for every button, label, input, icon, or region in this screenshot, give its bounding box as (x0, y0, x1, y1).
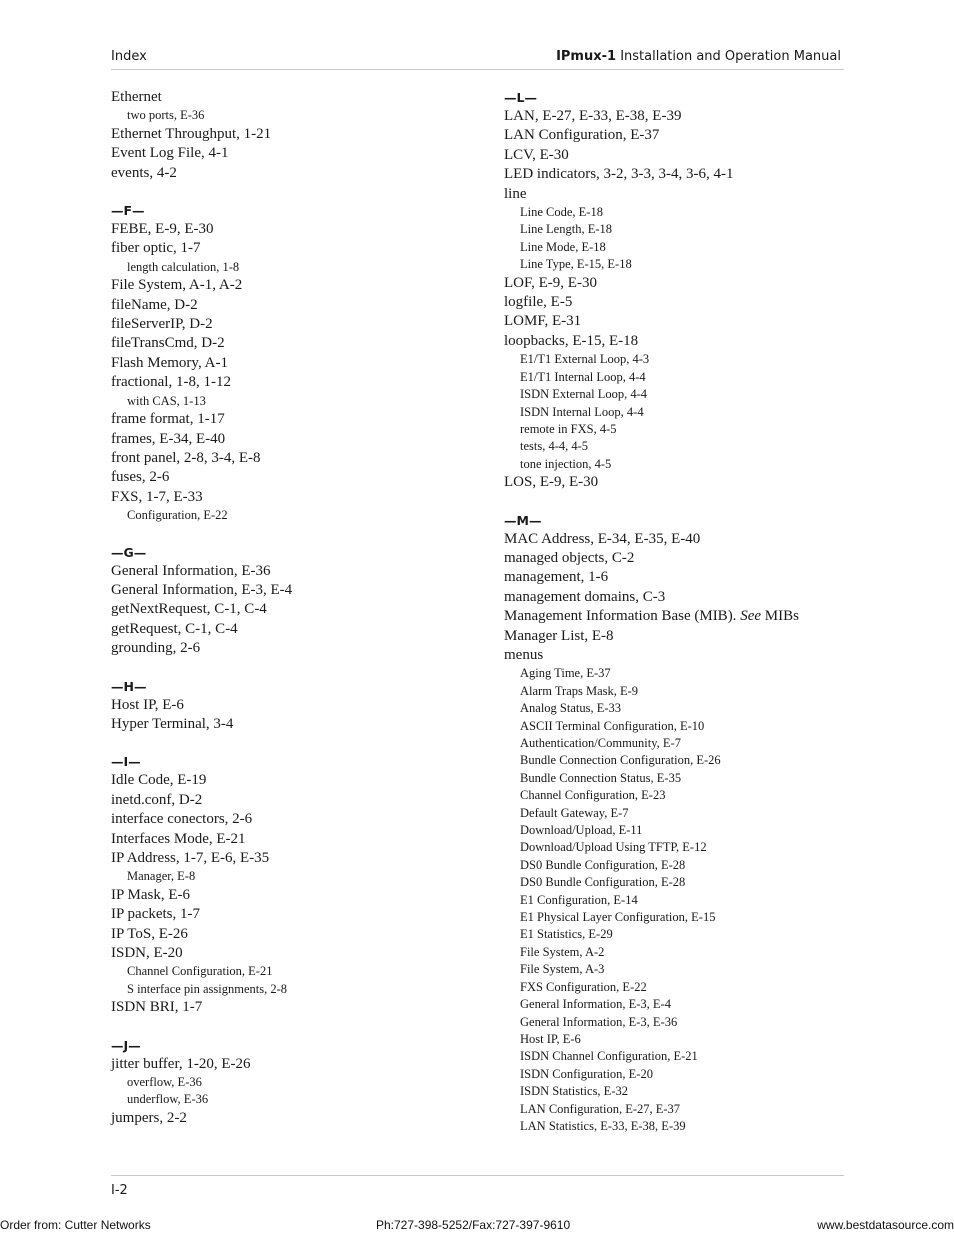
manual-product-name: IPmux-1 (556, 49, 617, 64)
index-subentry: Line Mode, E-18 (520, 239, 606, 254)
index-entry: loopbacks, E-15, E-18 (504, 332, 639, 349)
index-entry: jumpers, 2-2 (111, 1109, 187, 1126)
index-entry-text: Management Information Base (MIB). (504, 608, 741, 625)
index-entry: Event Log File, 4-1 (111, 145, 229, 162)
index-entry: FXS, 1-7, E-33 (111, 488, 203, 505)
index-subentry: Line Type, E-15, E-18 (520, 257, 632, 272)
contact-phone-fax: Ph:727-398-5252/Fax:727-397-9610 (376, 1218, 571, 1232)
index-subentry: LAN Statistics, E-33, E-38, E-39 (520, 1118, 686, 1133)
index-subentry: Channel Configuration, E-21 (127, 964, 273, 979)
index-entry: fileServerIP, D-2 (111, 316, 213, 333)
index-subentry: Bundle Connection Configuration, E-26 (520, 753, 721, 768)
index-subentry: FXS Configuration, E-22 (520, 979, 647, 994)
index-subentry: Bundle Connection Status, E-35 (520, 770, 682, 785)
index-entry: LOF, E-9, E-30 (504, 274, 597, 291)
index-subentry: General Information, E-3, E-36 (520, 1014, 678, 1029)
index-entry: Interfaces Mode, E-21 (111, 830, 246, 847)
manual-title-rest: Installation and Operation Manual (616, 49, 841, 64)
index-subentry: DS0 Bundle Configuration, E-28 (520, 875, 686, 890)
index-subentry: remote in FXS, 4-5 (520, 421, 617, 436)
index-subentry: Default Gateway, E-7 (520, 805, 629, 820)
index-subentry: ISDN Channel Configuration, E-21 (520, 1049, 698, 1064)
index-entry: LOMF, E-31 (504, 313, 582, 330)
index-subentry: underflow, E-36 (127, 1092, 209, 1107)
index-entry: IP Address, 1-7, E-6, E-35 (111, 850, 270, 866)
index-subentry: tone injection, 4-5 (520, 456, 612, 471)
index-entry: IP ToS, E-26 (111, 925, 188, 942)
index-entry: LAN Configuration, E-37 (504, 127, 660, 144)
header-rule (111, 69, 844, 70)
see-reference-target: MIBs (761, 608, 799, 625)
index-entry: fileName, D-2 (111, 296, 198, 313)
index-subentry: Host IP, E-6 (520, 1031, 581, 1046)
index-entry: Hyper Terminal, 3-4 (111, 715, 234, 732)
index-entry: fractional, 1-8, 1-12 (111, 374, 231, 391)
index-subentry: ISDN Internal Loop, 4-4 (520, 404, 644, 419)
index-entry: frame format, 1-17 (111, 411, 225, 428)
index-entry: Idle Code, E-19 (111, 772, 207, 789)
index-subentry: Manager, E-8 (127, 869, 196, 884)
index-entry: ISDN, E-20 (111, 945, 183, 962)
index-letter-heading: —J— (111, 1037, 141, 1053)
page-number: I-2 (111, 1183, 128, 1198)
index-entry: events, 4-2 (111, 164, 177, 181)
index-subentry: length calculation, 1-8 (127, 259, 240, 274)
footer-rule (111, 1175, 844, 1176)
index-entry: fuses, 2-6 (111, 469, 170, 486)
index-entry: LCV, E-30 (504, 146, 569, 163)
index-entry: managed objects, C-2 (504, 549, 635, 566)
index-subentry: ISDN Statistics, E-32 (520, 1084, 628, 1099)
index-column-left (111, 88, 471, 1128)
index-entry: management domains, C-3 (504, 588, 666, 605)
index-subentry: ASCII Terminal Configuration, E-10 (520, 718, 705, 733)
index-subentry: E1 Configuration, E-14 (520, 892, 638, 907)
index-subentry: with CAS, 1-13 (127, 393, 206, 408)
index-letter-heading: —H— (111, 678, 147, 694)
index-subentry: S interface pin assignments, 2-8 (127, 981, 288, 996)
index-entry: Manager List, E-8 (504, 627, 614, 644)
index-subentry: E1 Statistics, E-29 (520, 927, 613, 942)
index-subentry: Download/Upload Using TFTP, E-12 (520, 840, 707, 855)
index-entry: FEBE, E-9, E-30 (111, 221, 214, 238)
index-subentry: ISDN Configuration, E-20 (520, 1066, 653, 1081)
index-entry: Ethernet (111, 89, 162, 105)
index-entry: fileTransCmd, D-2 (111, 335, 225, 352)
running-header-section: Index (111, 49, 147, 64)
index-subentry: Download/Upload, E-11 (520, 823, 643, 838)
index-subentry: Line Length, E-18 (520, 222, 612, 237)
index-entry: LAN, E-27, E-33, E-38, E-39 (504, 108, 682, 124)
index-entry-cross-reference (504, 607, 864, 626)
index-entry: jitter buffer, 1-20, E-26 (111, 1055, 251, 1072)
index-subentry: DS0 Bundle Configuration, E-28 (520, 857, 686, 872)
index-subentry: tests, 4-4, 4-5 (520, 439, 589, 454)
index-entry: Ethernet Throughput, 1-21 (111, 125, 272, 142)
website-link[interactable]: www.bestdatasource.com (817, 1218, 954, 1232)
index-subentry: E1/T1 Internal Loop, 4-4 (520, 369, 646, 384)
index-letter-heading: —L— (504, 90, 537, 105)
index-letter-heading: —F— (111, 203, 145, 219)
index-entry: getRequest, C-1, C-4 (111, 620, 238, 637)
index-entry: management, 1-6 (504, 569, 609, 586)
running-header-title (556, 49, 841, 64)
index-entry: fiber optic, 1-7 (111, 240, 201, 257)
index-entry: Host IP, E-6 (111, 696, 184, 713)
index-entry: ISDN BRI, 1-7 (111, 999, 203, 1016)
index-entry: inetd.conf, D-2 (111, 791, 203, 808)
index-entry: Flash Memory, A-1 (111, 354, 228, 371)
index-subentry: Alarm Traps Mask, E-9 (520, 683, 639, 698)
index-entry: logfile, E-5 (504, 294, 573, 311)
index-entry: menus (504, 646, 544, 663)
index-column-right (504, 88, 864, 1135)
index-subentry: Authentication/Community, E-7 (520, 736, 681, 750)
index-letter-heading: —I— (111, 754, 141, 770)
index-subentry: Aging Time, E-37 (520, 666, 611, 681)
index-entry: LED indicators, 3-2, 3-3, 3-4, 3-6, 4-1 (504, 166, 734, 183)
index-subentry: E1 Physical Layer Configuration, E-15 (520, 910, 716, 925)
see-reference-label: See (740, 608, 762, 625)
index-subentry: two ports, E-36 (127, 108, 205, 123)
index-letter-heading: —G— (111, 544, 147, 560)
index-subentry: Configuration, E-22 (127, 508, 228, 523)
index-subentry: ISDN External Loop, 4-4 (520, 387, 648, 402)
index-entry: General Information, E-36 (111, 562, 271, 579)
index-subentry: File System, A-2 (520, 944, 605, 959)
index-subentry: General Information, E-3, E-4 (520, 997, 671, 1012)
index-entry: interface conectors, 2-6 (111, 811, 253, 828)
index-entry: getNextRequest, C-1, C-4 (111, 601, 267, 618)
index-entry: MAC Address, E-34, E-35, E-40 (504, 530, 701, 547)
index-subentry: File System, A-3 (520, 962, 605, 977)
index-subentry: E1/T1 External Loop, 4-3 (520, 352, 650, 367)
index-entry: IP Mask, E-6 (111, 886, 191, 903)
index-entry: grounding, 2-6 (111, 640, 201, 657)
index-subentry: Analog Status, E-33 (520, 701, 622, 716)
index-subentry: LAN Configuration, E-27, E-37 (520, 1101, 681, 1116)
index-letter-heading: —M— (504, 512, 542, 528)
index-entry: General Information, E-3, E-4 (111, 581, 293, 598)
index-entry: File System, A-1, A-2 (111, 277, 243, 294)
index-subentry: Channel Configuration, E-23 (520, 788, 666, 803)
order-info: Order from: Cutter Networks (0, 1218, 151, 1232)
index-entry: line (504, 185, 527, 202)
index-entry: IP packets, 1-7 (111, 906, 201, 923)
index-entry: front panel, 2-8, 3-4, E-8 (111, 449, 261, 466)
index-subentry: overflow, E-36 (127, 1075, 202, 1090)
index-entry: frames, E-34, E-40 (111, 430, 226, 447)
index-subentry: Line Code, E-18 (520, 205, 603, 220)
index-entry: LOS, E-9, E-30 (504, 474, 599, 491)
